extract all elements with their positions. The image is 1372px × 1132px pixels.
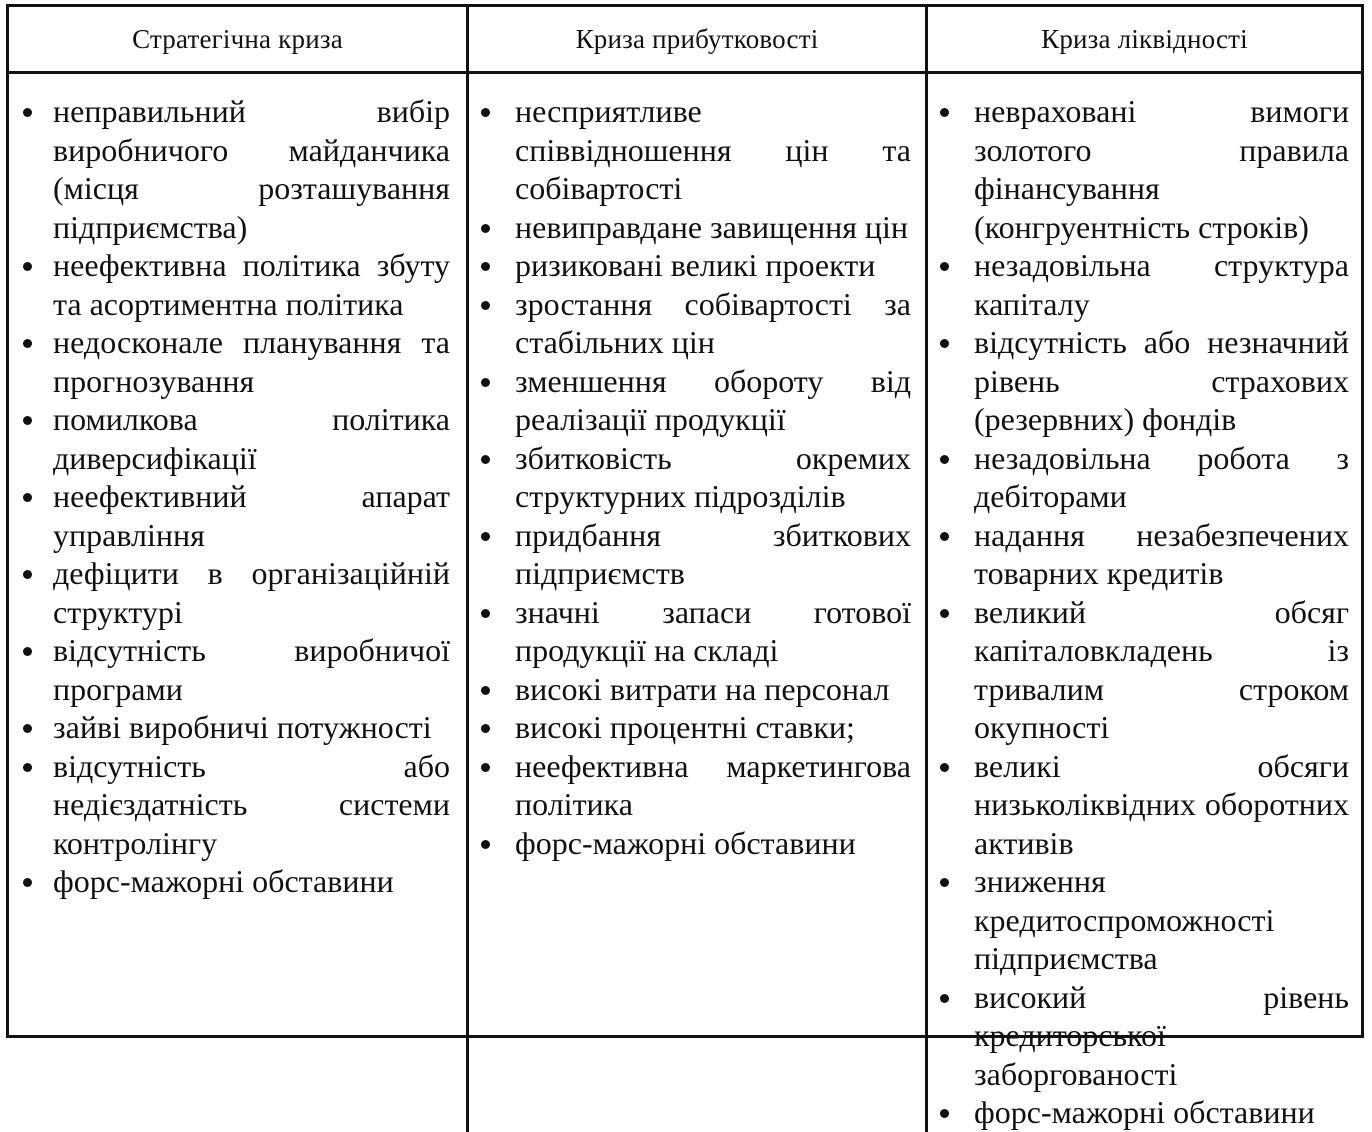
bullet-icon: [481, 840, 490, 849]
list-item: [9, 400, 466, 477]
list-item: [928, 747, 1361, 863]
list-item-text: форс-мажорні обставини: [53, 863, 394, 899]
list-item-text: відсутність або незначний рівень страхових (резервних) фондів: [974, 324, 1349, 437]
bullet-icon: [940, 609, 949, 618]
list-item-text: неефективна політика збуту та асортиментна політика: [53, 247, 450, 322]
list-item-text: неправильний вибір виробничого майданчика (місця розташування підприємства): [53, 93, 450, 245]
list-item: [928, 516, 1361, 593]
list-item: [928, 978, 1361, 1094]
list-item-text: невиправдане завищення цін: [515, 208, 909, 245]
list-item-text: високий рівень кредиторської заборгованості: [974, 978, 1349, 1092]
header-profitability-crisis: Криза прибутковості: [469, 7, 928, 74]
list-item-text: великі обсяги низьколіквідних оборотних активів: [974, 747, 1349, 861]
bullet-icon: [940, 339, 949, 348]
list-item: [9, 323, 466, 400]
liquidity-crisis-list: [928, 92, 1361, 1132]
list-item-text: зайві виробничі потужності: [53, 709, 432, 745]
list-item: [928, 1093, 1361, 1132]
list-item-text: придбання збиткових підприємств: [515, 516, 911, 591]
bullet-icon: [481, 108, 490, 117]
list-item: [928, 323, 1361, 439]
list-item-text: форс-мажорні обставини: [974, 1094, 1315, 1130]
list-item: [9, 92, 466, 246]
bullet-icon: [23, 262, 32, 271]
list-item: [9, 246, 466, 323]
bullet-icon: [23, 416, 32, 425]
list-item-text: невраховані вимоги золотого правила фінансування (конгруентність строків): [974, 93, 1349, 245]
list-item-text: відсутність виробничої програми: [53, 632, 450, 707]
list-item: [928, 439, 1361, 516]
list-item: [469, 824, 925, 863]
list-item-text: надання незабезпечених товарних кредитів: [974, 516, 1349, 591]
bullet-icon: [481, 532, 490, 541]
list-item-text: високі процентні ставки;: [515, 709, 855, 745]
list-item: [469, 362, 925, 439]
list-item-text: збитковість окремих структурних підрозділів: [515, 439, 911, 514]
list-item: [928, 862, 1361, 978]
bullet-icon: [481, 224, 490, 233]
bullet-icon: [940, 994, 949, 1003]
crisis-types-table: [6, 4, 1364, 1130]
list-item: [9, 708, 466, 747]
bullet-icon: [23, 339, 32, 348]
list-item-text: відсутність або недієздатність системи контролінгу: [53, 747, 450, 861]
list-item-text: незадовільна робота з дебіторами: [974, 439, 1349, 514]
list-item: [469, 670, 925, 709]
list-item-text: зростання собівартості за стабільних цін: [515, 285, 911, 360]
bullet-icon: [940, 1109, 949, 1118]
list-item-text: ризиковані великі проекти: [515, 247, 876, 283]
bullet-icon: [940, 532, 949, 541]
bullet-icon: [23, 647, 32, 656]
list-item-text: великий обсяг капіталовкладень із тривалим строком окупності: [974, 593, 1349, 745]
bullet-icon: [940, 108, 949, 117]
list-item-text: незадовільна структура капіталу: [974, 247, 1349, 322]
bullet-icon: [940, 878, 949, 887]
list-item: [469, 439, 925, 516]
list-item: [469, 516, 925, 593]
list-item-text: неефективна маркетингова політика: [515, 747, 911, 822]
bullet-icon: [23, 763, 32, 772]
list-item-text: дефіцити в організаційній структурі: [53, 555, 450, 630]
header-strategic-crisis: Стратегічна криза: [9, 7, 469, 74]
list-item-text: високі витрати на персонал: [515, 670, 890, 707]
bullet-icon: [481, 455, 490, 464]
list-item: [928, 246, 1361, 323]
bullet-icon: [940, 763, 949, 772]
list-item-text: несприятливе співвідношення цін та собівартості: [515, 93, 911, 206]
bullet-icon: [23, 493, 32, 502]
bullet-icon: [23, 570, 32, 579]
bullet-icon: [940, 455, 949, 464]
profitability-crisis-column: [469, 74, 928, 1132]
list-item-text: неефективний апарат управління: [53, 478, 450, 553]
bullet-icon: [481, 609, 490, 618]
bullet-icon: [940, 262, 949, 271]
bullet-icon: [23, 878, 32, 887]
list-item: [469, 285, 925, 362]
list-item: [9, 747, 466, 863]
bullet-icon: [481, 378, 490, 387]
list-item: [9, 862, 466, 901]
strategic-crisis-list: [9, 92, 466, 901]
list-item: [469, 708, 925, 747]
profitability-crisis-list: [469, 92, 925, 862]
liquidity-crisis-column: [928, 74, 1361, 1132]
list-item: [469, 246, 925, 285]
bullet-icon: [481, 724, 490, 733]
list-item: [9, 477, 466, 554]
list-item-text: зменшення обороту від реалізації продукції: [515, 362, 911, 437]
bullet-icon: [23, 724, 32, 733]
list-item: [469, 747, 925, 824]
list-item: [9, 554, 466, 631]
list-item: [469, 92, 925, 208]
bullet-icon: [481, 262, 490, 271]
list-item: [928, 92, 1361, 246]
list-item: [928, 593, 1361, 747]
strategic-crisis-column: [9, 74, 469, 1132]
list-item-text: форс-мажорні обставини: [515, 824, 856, 861]
bullet-icon: [481, 686, 490, 695]
list-item-text: зниження кредитоспроможності підприємства: [974, 863, 1275, 976]
header-liquidity-crisis: Криза ліквідності: [928, 7, 1361, 74]
bullet-icon: [481, 301, 490, 310]
list-item: [469, 208, 925, 247]
list-item: [9, 631, 466, 708]
list-item-text: значні запаси готової продукції на складі: [515, 593, 911, 668]
list-item: [469, 593, 925, 670]
bullet-icon: [481, 763, 490, 772]
list-item-text: недосконале планування та прогнозування: [53, 324, 450, 399]
list-item-text: помилкова політика диверсифікації: [53, 401, 450, 476]
bullet-icon: [23, 108, 32, 117]
